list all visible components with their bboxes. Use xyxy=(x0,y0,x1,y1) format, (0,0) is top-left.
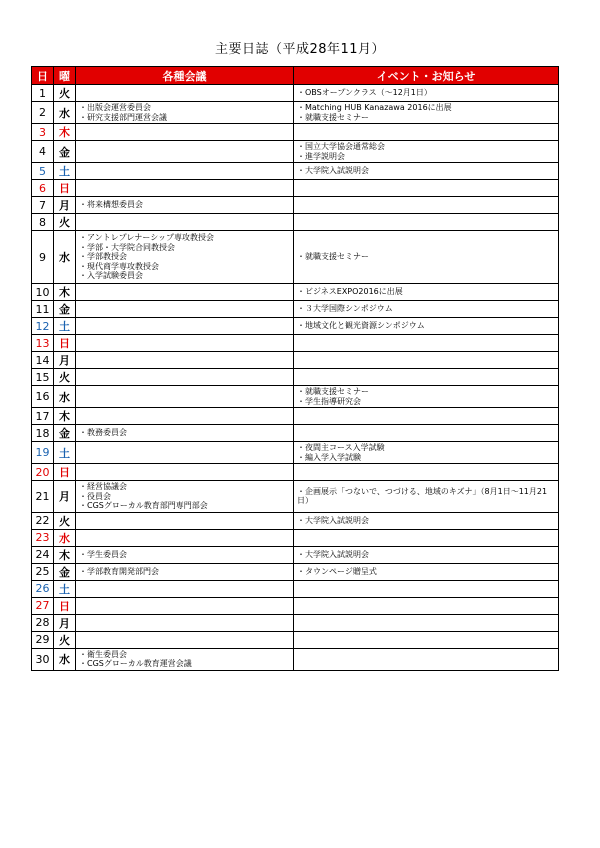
weekday-cell: 月 xyxy=(54,481,76,513)
weekday-cell: 火 xyxy=(54,85,76,102)
table-row xyxy=(32,631,559,648)
weekday-cell: 火 xyxy=(54,369,76,386)
weekday-cell: 水 xyxy=(54,386,76,408)
meetings-cell xyxy=(76,563,294,580)
day-cell: 2 xyxy=(32,102,54,124)
table-row xyxy=(32,614,559,631)
page-title: 主要日誌（平成28年11月） xyxy=(214,42,386,57)
table-body xyxy=(32,85,559,671)
events-cell xyxy=(294,197,559,214)
meeting-item: ・CGSグローカル教育部門専門部会 xyxy=(79,501,208,510)
events-cell xyxy=(294,85,559,102)
meetings-cell xyxy=(76,124,294,141)
weekday-cell: 火 xyxy=(54,631,76,648)
day-cell: 22 xyxy=(32,512,54,529)
event-item: ・OBSオープンクラス（～12月1日） xyxy=(297,88,432,98)
events-cell xyxy=(294,648,559,670)
table-row xyxy=(32,464,559,481)
meetings-cell xyxy=(76,512,294,529)
meeting-item: ・学部教育開発部門会 xyxy=(79,566,159,576)
day-cell: 11 xyxy=(32,301,54,318)
schedule-table xyxy=(31,66,559,671)
meetings-cell xyxy=(76,481,294,513)
events-cell xyxy=(294,163,559,180)
events-cell xyxy=(294,231,559,284)
event-item: ・夜間主コース入学試験 xyxy=(297,443,385,452)
meetings-cell xyxy=(76,284,294,301)
event-item: ・国立大学協会通常総会 xyxy=(297,142,385,151)
day-cell: 29 xyxy=(32,631,54,648)
weekday-cell: 火 xyxy=(54,214,76,231)
meetings-cell xyxy=(76,464,294,481)
meetings-cell xyxy=(76,631,294,648)
table-row xyxy=(32,648,559,670)
day-cell: 21 xyxy=(32,481,54,513)
meetings-cell xyxy=(76,102,294,124)
event-item: ・Matching HUB Kanazawa 2016に出展 xyxy=(297,103,452,112)
weekday-cell: 土 xyxy=(54,163,76,180)
meeting-item: ・学部教授会 xyxy=(79,252,127,262)
meeting-item: ・入学試験委員会 xyxy=(79,271,143,281)
weekday-cell: 金 xyxy=(54,563,76,580)
table-row xyxy=(32,318,559,335)
table-row xyxy=(32,512,559,529)
events-cell xyxy=(294,335,559,352)
weekday-cell: 金 xyxy=(54,141,76,163)
table-row xyxy=(32,214,559,231)
meetings-cell xyxy=(76,352,294,369)
table-header-row xyxy=(32,67,559,85)
meeting-item: ・研究支援部門運営会議 xyxy=(79,112,167,122)
weekday-cell: 火 xyxy=(54,512,76,529)
day-cell: 17 xyxy=(32,408,54,425)
meetings-cell xyxy=(76,408,294,425)
events-cell xyxy=(294,464,559,481)
day-cell: 9 xyxy=(32,231,54,284)
table-row xyxy=(32,231,559,284)
event-item: ・就職支援セミナー xyxy=(297,112,369,122)
event-item: ・学生指導研究会 xyxy=(297,396,361,406)
meeting-item: ・学生委員会 xyxy=(79,549,127,559)
table-row xyxy=(32,301,559,318)
table-row xyxy=(32,102,559,124)
day-cell: 4 xyxy=(32,141,54,163)
table-row xyxy=(32,529,559,546)
meeting-item: ・現代商学専攻教授会 xyxy=(79,261,159,271)
weekday-cell: 日 xyxy=(54,335,76,352)
weekday-cell: 木 xyxy=(54,124,76,141)
day-cell: 18 xyxy=(32,425,54,442)
weekday-cell: 木 xyxy=(54,408,76,425)
meetings-cell xyxy=(76,442,294,464)
events-cell xyxy=(294,141,559,163)
day-cell: 5 xyxy=(32,163,54,180)
event-item: ・ビジネスEXPO2016に出展 xyxy=(297,287,403,297)
day-cell: 10 xyxy=(32,284,54,301)
table-row xyxy=(32,408,559,425)
event-item: ・地域文化と観光資源シンポジウム xyxy=(297,321,425,331)
header-weekday: 曜 xyxy=(54,67,76,85)
weekday-cell: 月 xyxy=(54,614,76,631)
day-cell: 12 xyxy=(32,318,54,335)
meetings-cell xyxy=(76,85,294,102)
day-cell: 25 xyxy=(32,563,54,580)
day-cell: 26 xyxy=(32,580,54,597)
meetings-cell xyxy=(76,318,294,335)
day-cell: 24 xyxy=(32,546,54,563)
day-cell: 13 xyxy=(32,335,54,352)
day-cell: 15 xyxy=(32,369,54,386)
meetings-cell xyxy=(76,614,294,631)
table-row xyxy=(32,481,559,513)
day-cell: 7 xyxy=(32,197,54,214)
events-cell xyxy=(294,318,559,335)
meetings-cell xyxy=(76,580,294,597)
meeting-item: ・アントレプレナーシップ専攻教授会 xyxy=(79,233,215,243)
day-cell: 16 xyxy=(32,386,54,408)
meeting-item: ・経営協議会 xyxy=(79,482,127,491)
day-cell: 8 xyxy=(32,214,54,231)
events-cell xyxy=(294,301,559,318)
events-cell xyxy=(294,214,559,231)
event-item: ・就職支援セミナー xyxy=(297,387,369,396)
table-row xyxy=(32,352,559,369)
table-row xyxy=(32,335,559,352)
table-row xyxy=(32,597,559,614)
events-cell xyxy=(294,631,559,648)
table-row xyxy=(32,386,559,408)
events-cell xyxy=(294,529,559,546)
meeting-item: ・将来構想委員会 xyxy=(79,200,143,210)
events-cell xyxy=(294,352,559,369)
table-row xyxy=(32,284,559,301)
events-cell xyxy=(294,597,559,614)
event-item: ・編入学入学試験 xyxy=(297,452,361,462)
meeting-item: ・役員会 xyxy=(79,491,111,501)
events-cell xyxy=(294,481,559,513)
events-cell xyxy=(294,180,559,197)
meetings-cell xyxy=(76,301,294,318)
header-meetings: 各種会議 xyxy=(76,67,294,85)
table-row xyxy=(32,563,559,580)
meetings-cell xyxy=(76,386,294,408)
weekday-cell: 土 xyxy=(54,318,76,335)
events-cell xyxy=(294,580,559,597)
table-row xyxy=(32,369,559,386)
day-cell: 28 xyxy=(32,614,54,631)
event-item: ・大学院入試説明会 xyxy=(297,166,369,176)
weekday-cell: 水 xyxy=(54,102,76,124)
table-row xyxy=(32,197,559,214)
day-cell: 1 xyxy=(32,85,54,102)
meetings-cell xyxy=(76,163,294,180)
day-cell: 20 xyxy=(32,464,54,481)
meetings-cell xyxy=(76,197,294,214)
weekday-cell: 土 xyxy=(54,442,76,464)
meetings-cell xyxy=(76,335,294,352)
meeting-item: ・教務委員会 xyxy=(79,428,127,438)
table-row xyxy=(32,163,559,180)
table-row xyxy=(32,425,559,442)
weekday-cell: 木 xyxy=(54,546,76,563)
event-item: ・大学院入試説明会 xyxy=(297,515,369,525)
meetings-cell xyxy=(76,597,294,614)
meeting-item: ・学部・大学院合同教授会 xyxy=(79,242,175,252)
event-item: ・３大学国際シンポジウム xyxy=(297,304,393,314)
weekday-cell: 日 xyxy=(54,597,76,614)
weekday-cell: 日 xyxy=(54,464,76,481)
event-item: ・タウンページ贈呈式 xyxy=(297,566,377,576)
day-cell: 23 xyxy=(32,529,54,546)
meeting-item: ・出版会運営委員会 xyxy=(79,103,151,112)
meetings-cell xyxy=(76,231,294,284)
events-cell xyxy=(294,546,559,563)
table-row xyxy=(32,124,559,141)
meetings-cell xyxy=(76,529,294,546)
events-cell xyxy=(294,425,559,442)
events-cell xyxy=(294,408,559,425)
weekday-cell: 木 xyxy=(54,284,76,301)
header-day: 日 xyxy=(32,67,54,85)
meetings-cell xyxy=(76,369,294,386)
table-row xyxy=(32,546,559,563)
weekday-cell: 月 xyxy=(54,352,76,369)
event-item: ・企画展示「つないで、つづける、地域のキズナ」（8月1日～11月21日） xyxy=(297,486,548,506)
weekday-cell: 金 xyxy=(54,301,76,318)
weekday-cell: 水 xyxy=(54,648,76,670)
meetings-cell xyxy=(76,425,294,442)
weekday-cell: 日 xyxy=(54,180,76,197)
table-row xyxy=(32,85,559,102)
day-cell: 27 xyxy=(32,597,54,614)
day-cell: 30 xyxy=(32,648,54,670)
meeting-item: ・CGSグローカル教育運営会議 xyxy=(79,659,192,668)
table-row xyxy=(32,442,559,464)
day-cell: 14 xyxy=(32,352,54,369)
day-cell: 6 xyxy=(32,180,54,197)
meetings-cell xyxy=(76,180,294,197)
events-cell xyxy=(294,563,559,580)
events-cell xyxy=(294,442,559,464)
day-cell: 19 xyxy=(32,442,54,464)
table-row xyxy=(32,180,559,197)
event-item: ・大学院入試説明会 xyxy=(297,549,369,559)
weekday-cell: 月 xyxy=(54,197,76,214)
header-events: イベント・お知らせ xyxy=(294,67,559,85)
weekday-cell: 水 xyxy=(54,231,76,284)
table-row xyxy=(32,580,559,597)
events-cell xyxy=(294,102,559,124)
events-cell xyxy=(294,386,559,408)
events-cell xyxy=(294,284,559,301)
events-cell xyxy=(294,369,559,386)
meetings-cell xyxy=(76,648,294,670)
table-row xyxy=(32,141,559,163)
weekday-cell: 金 xyxy=(54,425,76,442)
events-cell xyxy=(294,124,559,141)
events-cell xyxy=(294,614,559,631)
meetings-cell xyxy=(76,214,294,231)
event-item: ・就職支援セミナー xyxy=(297,252,369,262)
meetings-cell xyxy=(76,141,294,163)
events-cell xyxy=(294,512,559,529)
event-item: ・進学説明会 xyxy=(297,151,345,161)
day-cell: 3 xyxy=(32,124,54,141)
meetings-cell xyxy=(76,546,294,563)
weekday-cell: 土 xyxy=(54,580,76,597)
meeting-item: ・衛生委員会 xyxy=(79,649,127,659)
weekday-cell: 水 xyxy=(54,529,76,546)
